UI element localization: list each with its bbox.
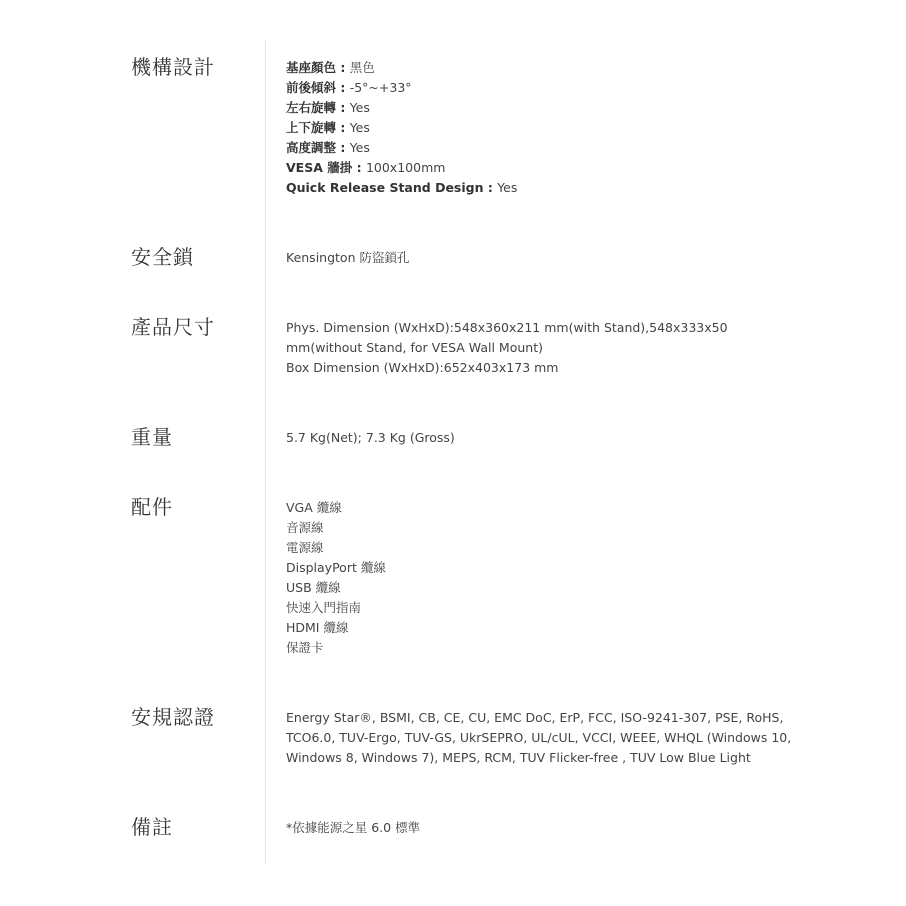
spec-line: DisplayPort 纜線	[286, 560, 386, 575]
spec-values	[286, 498, 806, 658]
spec-label: 產品尺寸	[131, 315, 215, 339]
spec-line: Box Dimension (WxHxD):652x403x173 mm	[286, 360, 559, 375]
spec-value: 黑色	[349, 60, 375, 75]
spec-line: Kensington 防盜鎖孔	[286, 250, 410, 265]
spec-value: 100x100mm	[365, 160, 446, 175]
spec-value: Yes	[497, 180, 518, 195]
spec-value: Yes	[349, 120, 370, 135]
spec-values	[286, 318, 806, 378]
spec-line: 保證卡	[286, 640, 324, 655]
column-divider	[265, 40, 266, 865]
spec-line: 音源線	[286, 520, 324, 535]
spec-key: 基座顏色 :	[286, 60, 350, 75]
spec-line: *依據能源之星 6.0 標準	[286, 820, 421, 835]
spec-line	[286, 138, 806, 158]
spec-values	[286, 58, 806, 198]
spec-key: 前後傾斜 :	[286, 80, 350, 95]
spec-label: 備註	[131, 815, 173, 839]
spec-key: VESA 牆掛 :	[286, 160, 366, 175]
spec-value: -5°~+33°	[349, 80, 412, 95]
spec-key: Quick Release Stand Design :	[286, 180, 498, 195]
spec-values	[286, 818, 806, 838]
spec-label: 機構設計	[131, 55, 215, 79]
spec-line: USB 纜線	[286, 580, 341, 595]
spec-line	[286, 78, 806, 98]
spec-label: 配件	[131, 495, 173, 519]
spec-label: 重量	[131, 425, 173, 449]
spec-line	[286, 178, 806, 198]
spec-label: 安規認證	[131, 705, 215, 729]
spec-line	[286, 158, 806, 178]
spec-line	[286, 98, 806, 118]
spec-line: HDMI 纜線	[286, 620, 349, 635]
spec-values	[286, 428, 806, 448]
spec-value: Yes	[349, 100, 370, 115]
spec-key: 高度調整 :	[286, 140, 350, 155]
spec-line: Energy Star®, BSMI, CB, CE, CU, EMC DoC, ErP, FCC, ISO-9241-307, PSE, RoHS, TCO6.0, TUV-Ergo, TUV-GS, UkrSEPRO, UL/cUL, VCCI, WEEE, WHQL (Windows 10, Windows 8, Windows 7), MEPS, RCM, TUV Flicker-free , TUV Low Blue Light	[286, 710, 792, 765]
spec-line: 5.7 Kg(Net); 7.3 Kg (Gross)	[286, 430, 455, 445]
spec-value: Yes	[349, 140, 370, 155]
spec-line: Phys. Dimension (WxHxD):548x360x211 mm(with Stand),548x333x50 mm(without Stand, for VESA Wall Mount)	[286, 320, 728, 355]
spec-line: VGA 纜線	[286, 500, 342, 515]
spec-values	[286, 708, 806, 768]
spec-key: 上下旋轉 :	[286, 120, 350, 135]
spec-values	[286, 248, 806, 268]
spec-key: 左右旋轉 :	[286, 100, 350, 115]
spec-line	[286, 58, 806, 78]
spec-label: 安全鎖	[131, 245, 194, 269]
spec-line: 快速入門指南	[286, 600, 362, 615]
spec-line: 電源線	[286, 540, 324, 555]
spec-line	[286, 118, 806, 138]
